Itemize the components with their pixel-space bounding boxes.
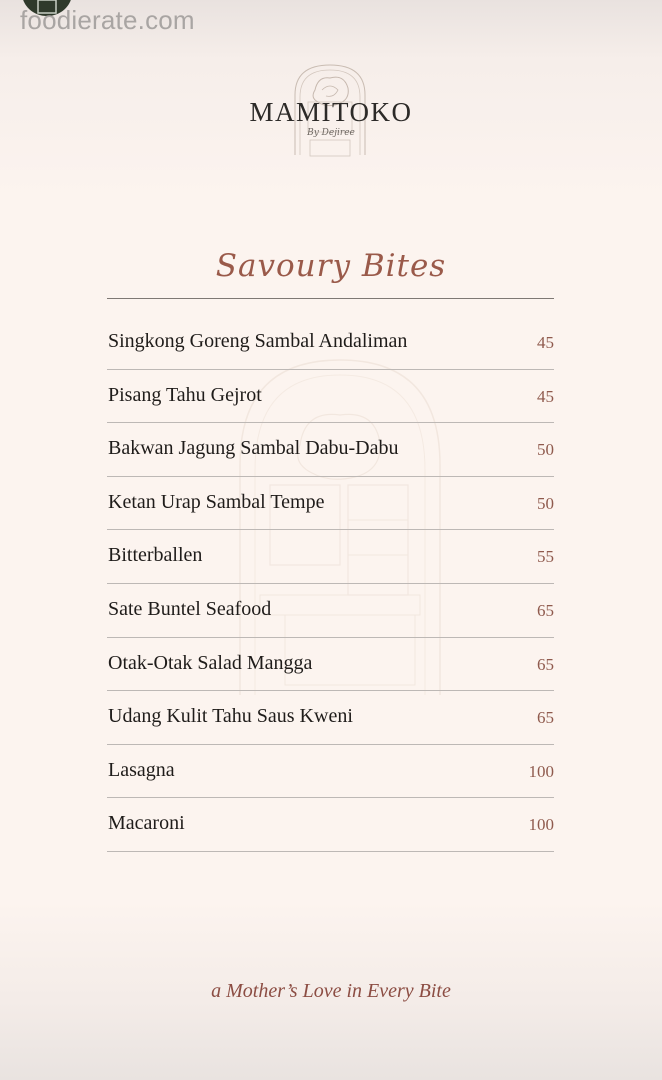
menu-item-name: Otak-Otak Salad Mangga <box>108 651 313 674</box>
menu-item-price: 65 <box>537 654 554 674</box>
footer-tagline: a Mother’s Love in Every Bite <box>211 980 451 1002</box>
menu-item <box>107 477 554 531</box>
menu-item <box>107 530 554 584</box>
menu-item <box>107 316 554 370</box>
menu-item-price: 100 <box>528 761 554 781</box>
menu-item <box>107 370 554 424</box>
menu-item-price: 65 <box>537 600 554 620</box>
brand-name: MAMITOKO <box>249 97 413 127</box>
menu-list <box>107 316 554 852</box>
section-title: Savoury Bites <box>215 248 447 284</box>
menu-item-price: 55 <box>537 547 554 567</box>
menu-item-name: Sate Buntel Seafood <box>108 597 272 620</box>
menu-item <box>107 798 554 852</box>
menu-item <box>107 638 554 692</box>
menu-item-price: 50 <box>537 493 554 513</box>
menu-item-price: 100 <box>528 815 554 835</box>
menu-item <box>107 423 554 477</box>
menu-item-price: 65 <box>537 708 554 728</box>
menu-item <box>107 584 554 638</box>
menu-item-name: Pisang Tahu Gejrot <box>108 383 262 406</box>
menu-item-name: Ketan Urap Sambal Tempe <box>108 490 325 513</box>
title-divider <box>107 298 554 299</box>
menu-item-name: Singkong Goreng Sambal Andaliman <box>108 330 408 352</box>
brand-subtitle: By Dejiree <box>307 128 355 138</box>
menu-item-price: 50 <box>537 440 554 460</box>
menu-item-name: Udang Kulit Tahu Saus Kweni <box>108 705 353 728</box>
menu-item-price: 45 <box>537 386 554 406</box>
menu-item-name: Bitterballen <box>108 544 203 567</box>
menu-item-price: 45 <box>537 333 554 352</box>
menu-item-name: Lasagna <box>108 758 175 781</box>
menu-item <box>107 745 554 799</box>
watermark: foodierate.com <box>20 5 195 35</box>
menu-item <box>107 691 554 745</box>
menu-item-name: Macaroni <box>108 812 185 835</box>
menu-item-name: Bakwan Jagung Sambal Dabu-Dabu <box>108 437 399 460</box>
